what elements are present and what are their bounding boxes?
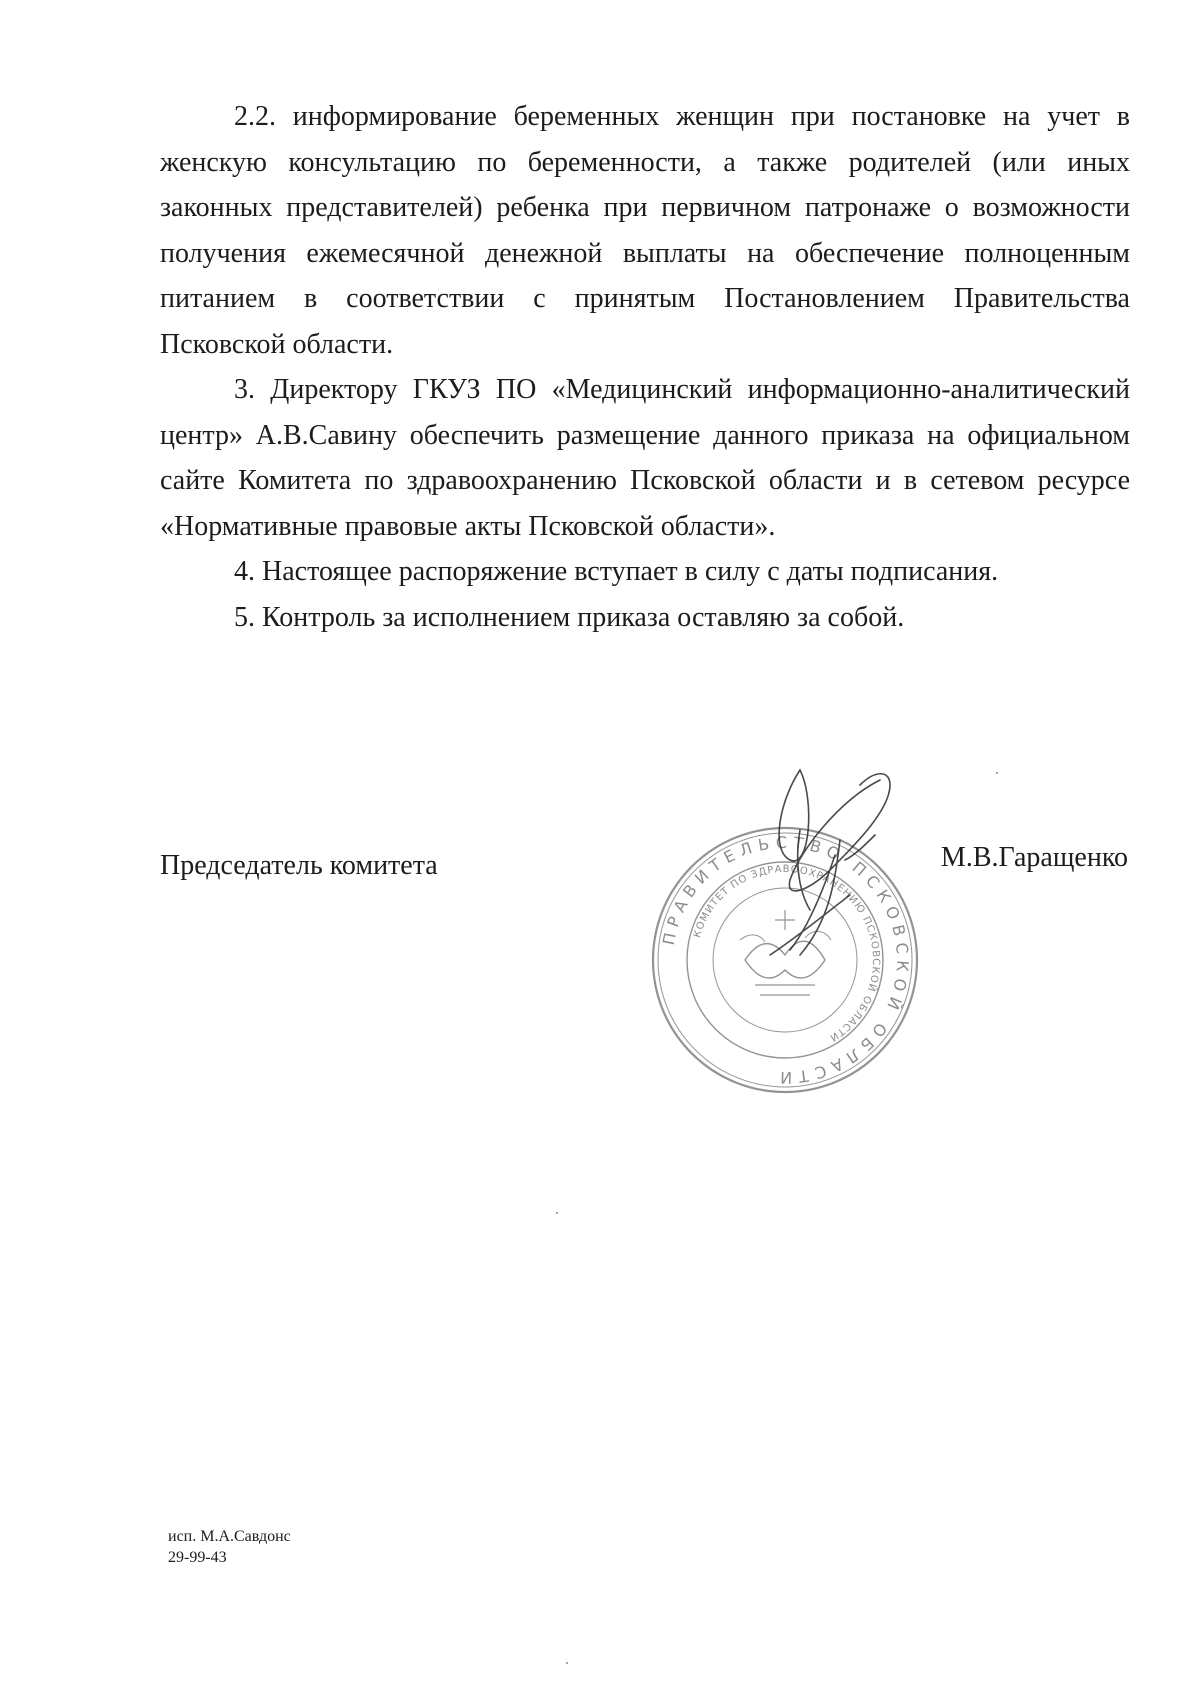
scan-speck bbox=[996, 772, 998, 774]
paragraph-5: 5. Контроль за исполнением приказа оставляю за собой. bbox=[234, 601, 905, 633]
paragraph-4: 4. Настоящее распоряжение вступает в силу с даты подписания. bbox=[234, 556, 999, 587]
signature-block bbox=[160, 842, 1130, 900]
seal-inner-text: КОМИТЕТ ПО ЗДРАВООХРАНЕНИЮ ПСКОВСКОЙ ОБЛАСТИ bbox=[691, 863, 882, 1044]
scan-speck bbox=[556, 1212, 558, 1214]
paragraph-2-2: 2.2. информирование беременных женщин при постановке на учет в женскую консультацию по беременности, а также родителей (или иных законных представителей) ребенка при первичном патронаже о возможности получения ежемесячной денежной выплаты на обеспечение полноценным питанием в соответствии с принятым Постановлением Правительства Псковской области. bbox=[160, 101, 1130, 360]
paragraph-3: 3. Директору ГКУЗ ПО «Медицинский информационно-аналитический центр» А.В.Савину обеспечить размещение данного приказа на официальном сайте Комитета по здравоохранению Псковской области и в сетевом ресурсе «Нормативные правовые акты Псковской области». bbox=[160, 374, 1130, 542]
document-body bbox=[160, 94, 1130, 640]
signer-name: М.В.Гаращенко bbox=[940, 842, 1128, 873]
scan-speck bbox=[566, 1662, 568, 1664]
executor-name: исп. М.А.Савдонс bbox=[168, 1528, 291, 1545]
executor-footer bbox=[168, 1526, 291, 1568]
signer-position: Председатель комитета bbox=[160, 850, 438, 881]
executor-phone: 29-99-43 bbox=[168, 1549, 227, 1566]
seal-outer-text: ПРАВИТЕЛЬСТВО ПСКОВСКОЙ ОБЛАСТИ bbox=[658, 832, 913, 1088]
